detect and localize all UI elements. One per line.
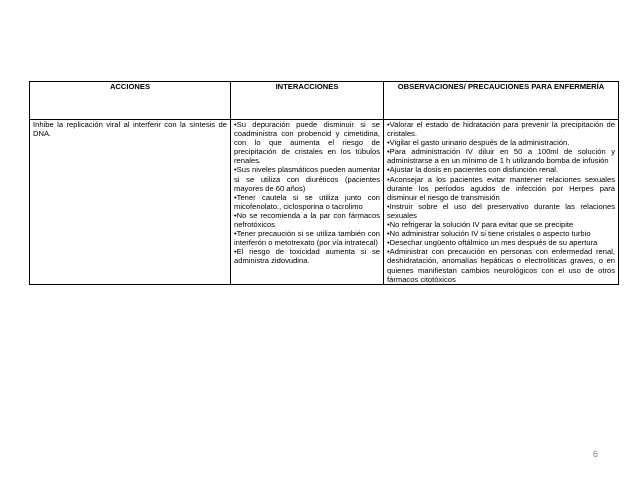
observacion-item: •Administrar con precaución en personas con enfermedad renal, deshidratación, anomalías hepáticas o electrolíticas graves, o en quienes manifiestan cambios neurológicos con el uso de otros fármacos citotóxicos: [387, 247, 615, 284]
acciones-text: Inhibe la replicación viral al interferir con la síntesis de DNA.: [33, 120, 227, 139]
header-observaciones: OBSERVACIONES/ PRECAUCIONES PARA ENFERMERÍA: [384, 82, 619, 120]
table-row: [30, 120, 619, 285]
interaccion-item: •Sus niveles plasmáticos pueden aumentar si se utiliza con diuréticos (pacientes mayores de 60 años): [234, 165, 380, 193]
interaccion-item: •Tener precaución si se utiliza también con interferón o metotrexato (por vía intratecal): [234, 229, 380, 248]
header-interacciones: INTERACCIONES: [231, 82, 384, 120]
observacion-item: •Aconsejar a los pacientes evitar mantener relaciones sexuales durante los períodos agudos de infección por Herpes para disminuir el riesgo de transmisión: [387, 174, 615, 202]
page-number: 6: [593, 449, 599, 459]
interaccion-item: •El riesgo de toxicidad aumenta si se administra zidovudina.: [234, 247, 380, 266]
observacion-item: •Vigilar el gasto urinario después de la administración.: [387, 138, 570, 148]
observacion-item: •Desechar ungüento oftálmico un mes después de su apertura: [387, 238, 598, 248]
interaccion-item: •Tener cautela si se utiliza junto con micofenolato., ciclosporina o tacrolimo: [234, 192, 380, 211]
header-acciones: ACCIONES: [30, 82, 231, 120]
cell-interacciones: [231, 120, 384, 285]
cell-acciones: [30, 120, 231, 285]
cell-observaciones: [384, 120, 619, 285]
observacion-item: •No refrigerar la solución IV para evitar que se precipite: [387, 220, 574, 230]
table-header-row: [30, 82, 619, 120]
observacion-item: •No administrar solución IV si tiene cristales o aspecto turbio: [387, 229, 591, 239]
observacion-item: •Para administración IV diluir en 50 a 100ml de solución y administrarse a en un mínimo de 1 h utilizando bomba de infusión: [387, 147, 615, 166]
observacion-item: •Valorar el estado de hidratación para prevenir la precipitación de cristales.: [387, 120, 615, 139]
drug-info-table: [29, 81, 619, 285]
interaccion-item: •No se recomienda a la par con fármacos nefrotóxicos: [234, 210, 380, 230]
interaccion-item: •Su depuración puede disminuir si se coadministra con probencid y cimetidina, con lo que aumenta el riesgo de precipitación de cristales en los túbulos renales.: [234, 120, 380, 166]
observacion-item: •Ajustar la dosis en pacientes con disfunción renal.: [387, 165, 559, 175]
observacion-item: •Instruir sobre el uso del preservativo durante las relaciones sexuales: [387, 201, 615, 220]
